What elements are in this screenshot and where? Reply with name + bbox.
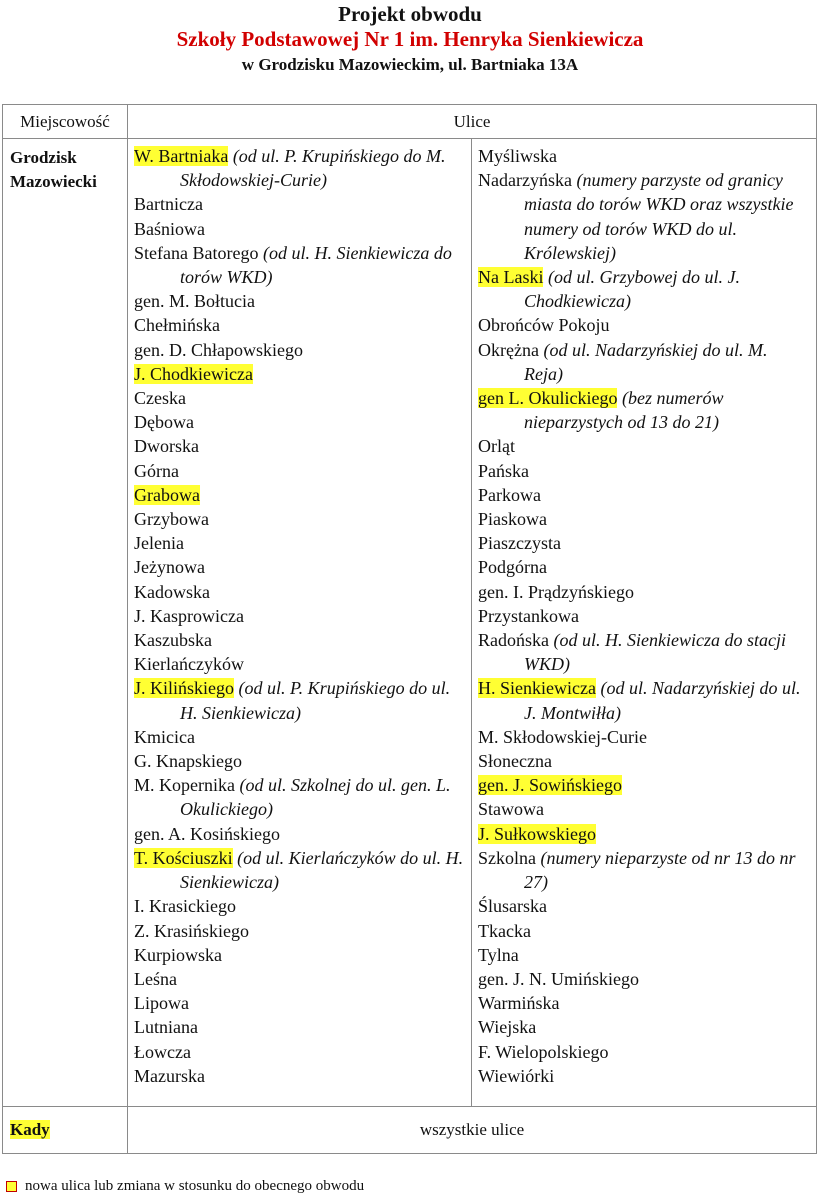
street-name: J. Kasprowicza	[134, 605, 244, 626]
street-entry	[478, 943, 810, 967]
street-entry	[134, 313, 465, 337]
street-name: W. Bartniaka	[134, 146, 229, 166]
street-entry	[134, 604, 465, 628]
street-name: Dworska	[134, 436, 199, 457]
street-entry	[134, 555, 465, 579]
street-entry	[134, 580, 465, 604]
town-name-line1: Grodzisk	[10, 148, 77, 167]
street-entry	[134, 919, 465, 943]
street-entry	[478, 749, 810, 773]
street-name: Obrońców Pokoju	[478, 315, 610, 336]
street-name: Piaskowa	[478, 509, 547, 530]
street-name: Grabowa	[134, 484, 200, 505]
street-name: M. Skłodowskiej-Curie	[478, 726, 647, 747]
town-cell-kady	[3, 1106, 128, 1153]
street-entry	[478, 580, 810, 604]
street-entry	[134, 362, 465, 386]
street-range-note: (od ul. Kierlańczyków do ul. H. Sienkiewicza)	[180, 847, 464, 893]
street-name: gen. M. Bołtucia	[134, 291, 255, 312]
street-name: Parkowa	[478, 484, 541, 505]
street-entry	[478, 531, 810, 555]
street-entry	[134, 144, 465, 192]
street-range-note: (od ul. H. Sienkiewicza do stacji WKD)	[524, 630, 786, 675]
street-entry	[134, 628, 465, 652]
street-range-note: (od ul. Nadarzyńskiej do ul. M. Reja)	[524, 339, 768, 384]
street-name: Kurpiowska	[134, 944, 222, 965]
street-name: Stefana Batorego	[134, 242, 259, 263]
street-entry	[134, 676, 465, 724]
street-entry	[478, 822, 810, 846]
street-entry	[134, 967, 465, 991]
street-name: Na Laski	[478, 267, 544, 288]
street-name: Warmińska	[478, 993, 560, 1014]
street-entry	[478, 338, 810, 386]
street-name: T. Kościuszki	[134, 847, 233, 868]
street-name: Chełmińska	[134, 315, 220, 336]
street-entry	[478, 773, 810, 797]
street-range-note: (numery nieparzyste od nr 13 do nr 27)	[524, 847, 796, 893]
street-entry	[478, 555, 810, 579]
street-name: Górna	[134, 460, 179, 481]
grodzisk-row	[3, 139, 817, 1107]
street-name: gen. D. Chłapowskiego	[134, 339, 303, 360]
street-name: Tylna	[478, 944, 519, 965]
street-name: gen. I. Prądzyńskiego	[478, 581, 634, 602]
street-entry	[134, 289, 465, 313]
street-name: Czeska	[134, 388, 186, 409]
street-name: G. Knapskiego	[134, 751, 242, 772]
street-list-right	[472, 139, 817, 1107]
street-name: Kmicica	[134, 726, 195, 747]
street-entry	[478, 676, 810, 724]
street-name: Pańska	[478, 460, 529, 481]
street-entry	[134, 1015, 465, 1039]
street-name: Wiejska	[478, 1017, 537, 1038]
street-name: Wiewiórki	[478, 1065, 555, 1086]
street-name: Tkacka	[478, 920, 531, 941]
street-list-left	[128, 139, 472, 1107]
street-entry	[134, 894, 465, 918]
street-name: Szkolna	[478, 847, 536, 868]
street-name: Dębowa	[134, 412, 194, 433]
street-entry	[478, 797, 810, 821]
street-name: gen. J. N. Umińskiego	[478, 968, 639, 989]
street-entry	[478, 919, 810, 943]
street-entry	[134, 822, 465, 846]
street-range-note: (od ul. P. Krupińskiego do ul. H. Sienkiewicza)	[180, 678, 451, 723]
street-name: H. Sienkiewicza	[478, 678, 596, 699]
street-range-note: (od ul. Nadarzyńskiej do ul. J. Montwiłła)	[524, 678, 801, 723]
street-entry	[478, 1064, 810, 1088]
street-name: F. Wielopolskiego	[478, 1041, 609, 1062]
district-table	[2, 104, 817, 1154]
street-entry	[134, 338, 465, 362]
street-entry	[478, 386, 810, 434]
street-name: gen. A. Kosińskiego	[134, 823, 280, 844]
street-range-note: (od ul. Grzybowej do ul. J. Chodkiewicza)	[524, 267, 740, 312]
street-name: Myśliwska	[478, 146, 558, 166]
street-entry	[478, 144, 810, 168]
header-streets: Ulice	[128, 105, 817, 139]
street-entry	[478, 846, 810, 894]
street-entry	[478, 628, 810, 676]
street-entry	[478, 894, 810, 918]
street-name: Bartnicza	[134, 194, 203, 215]
street-name: Lipowa	[134, 993, 189, 1014]
street-entry	[478, 483, 810, 507]
street-entry	[134, 434, 465, 458]
street-entry	[134, 1064, 465, 1088]
street-entry	[134, 725, 465, 749]
school-name: Szkoły Podstawowej Nr 1 im. Henryka Sienkiewicza	[176, 27, 644, 51]
street-name: Lutniana	[134, 1017, 198, 1038]
street-entry	[478, 1015, 810, 1039]
street-entry	[478, 1040, 810, 1064]
street-name: gen L. Okulickiego	[478, 388, 618, 409]
street-entry	[134, 192, 465, 216]
street-entry	[134, 507, 465, 531]
street-entry	[134, 652, 465, 676]
street-name: Leśna	[134, 968, 177, 989]
street-name: Słoneczna	[478, 751, 552, 772]
legend-text: nowa ulica lub zmiana w stosunku do obecnego obwodu	[25, 1178, 365, 1194]
document-title: Projekt obwodu	[338, 2, 482, 26]
street-name: J. Kilińskiego	[134, 678, 235, 699]
street-name: Nadarzyńska	[478, 170, 572, 191]
street-entry	[134, 217, 465, 241]
street-name: I. Krasickiego	[134, 896, 236, 917]
legend	[6, 1178, 364, 1195]
street-entry	[134, 749, 465, 773]
street-entry	[134, 483, 465, 507]
document-header	[0, 0, 820, 77]
street-name: Podgórna	[478, 557, 547, 578]
street-entry	[478, 967, 810, 991]
street-name: Okrężna	[478, 339, 539, 360]
street-name: M. Kopernika	[134, 775, 235, 796]
kady-streets: wszystkie ulice	[128, 1106, 817, 1153]
street-name: Grzybowa	[134, 509, 209, 530]
street-name: Kierlańczyków	[134, 654, 244, 675]
street-range-note: (od ul. H. Sienkiewicza do torów WKD)	[180, 242, 452, 288]
street-range-note: (od ul. Szkolnej do ul. gen. L. Okulickiego)	[180, 775, 451, 820]
street-name: Stawowa	[478, 799, 544, 820]
street-name: J. Chodkiewicza	[134, 363, 253, 384]
street-entry	[134, 531, 465, 555]
street-entry	[478, 168, 810, 265]
street-entry	[134, 943, 465, 967]
town-cell-grodzisk	[3, 139, 128, 1107]
street-name: Kaszubska	[134, 630, 212, 651]
street-name: gen. J. Sowińskiego	[478, 775, 622, 796]
street-name: Kadowska	[134, 581, 210, 602]
street-entry	[134, 241, 465, 289]
street-name: J. Sułkowskiego	[478, 823, 597, 844]
street-entry	[478, 604, 810, 628]
street-entry	[134, 459, 465, 483]
school-address: w Grodzisku Mazowieckim, ul. Bartniaka 13A	[241, 55, 579, 74]
street-name: Z. Krasińskiego	[134, 920, 249, 941]
street-name: Łowcza	[134, 1041, 191, 1062]
street-name: Przystankowa	[478, 605, 579, 626]
highlight-swatch-icon	[6, 1181, 17, 1192]
street-name: Jelenia	[134, 533, 184, 554]
street-entry	[134, 773, 465, 821]
street-entry	[134, 386, 465, 410]
town-name-line2: Mazowiecki	[10, 172, 97, 191]
street-entry	[478, 507, 810, 531]
street-name: Piaszczysta	[478, 533, 561, 554]
street-range-note: (od ul. P. Krupińskiego do M. Skłodowskiej-Curie)	[180, 146, 446, 191]
street-entry	[134, 1040, 465, 1064]
street-name: Ślusarska	[478, 896, 547, 917]
street-name: Radońska	[478, 630, 549, 651]
street-entry	[478, 313, 810, 337]
street-range-note: (bez numerów nieparzystych od 13 do 21)	[524, 388, 724, 433]
kady-row	[3, 1106, 817, 1153]
street-entry	[478, 725, 810, 749]
header-locality: Miejscowość	[3, 105, 128, 139]
town-name-kady: Kady	[10, 1119, 50, 1139]
street-entry	[134, 846, 465, 894]
street-name: Jeżynowa	[134, 557, 205, 578]
street-range-note: (numery parzyste od granicy miasta do torów WKD oraz wszystkie numery od torów WKD do ul. Królewskiej)	[524, 170, 794, 263]
street-entry	[134, 410, 465, 434]
street-entry	[478, 991, 810, 1015]
street-entry	[478, 434, 810, 458]
street-entry	[134, 991, 465, 1015]
street-entry	[478, 459, 810, 483]
table-header-row	[3, 105, 817, 139]
street-entry	[478, 265, 810, 313]
street-name: Mazurska	[134, 1065, 205, 1086]
street-name: Orląt	[478, 436, 515, 457]
street-name: Baśniowa	[134, 218, 205, 239]
